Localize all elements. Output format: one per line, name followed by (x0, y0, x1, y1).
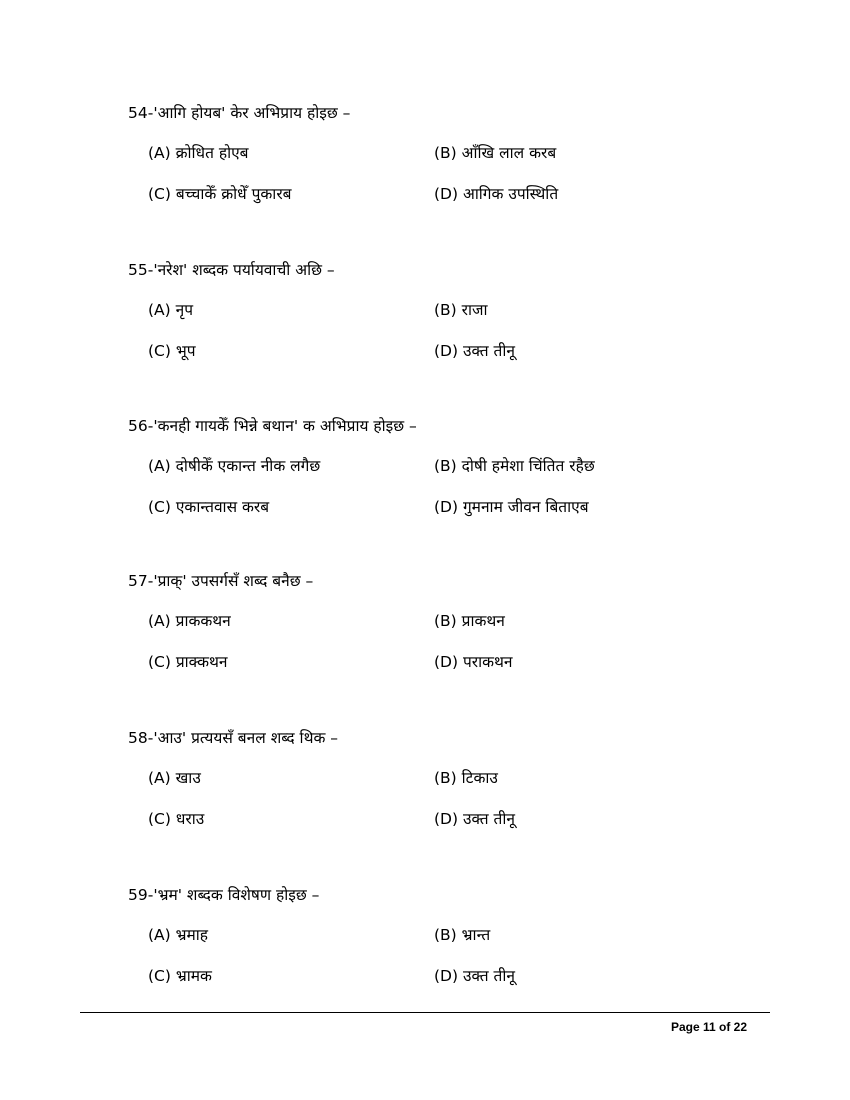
option-b: (B) भ्रान्त (434, 926, 491, 944)
page-number: Page 11 of 22 (670, 1020, 747, 1034)
option-c: (C) प्राक्कथन (148, 653, 228, 671)
question-text: 55-'नरेश' शब्दक पर्यायवाची अछि – (128, 261, 335, 279)
option-a: (A) प्राककथन (148, 612, 231, 630)
option-a: (A) दोषीकेँ एकान्त नीक लगैछ (148, 457, 321, 475)
option-a: (A) क्रोधित होएब (148, 144, 249, 162)
question-text: 56-'कनही गायकेँ भिन्ने बथान' क अभिप्राय होइछ – (128, 417, 417, 435)
option-c: (C) धराउ (148, 810, 205, 828)
option-d: (D) उक्त तीनू (434, 810, 515, 828)
option-b: (B) राजा (434, 301, 488, 319)
option-d: (D) आगिक उपस्थिति (434, 185, 559, 203)
option-b: (B) प्राकथन (434, 612, 505, 630)
option-a: (A) भ्रमाह (148, 926, 209, 944)
option-d: (D) गुमनाम जीवन बिताएब (434, 498, 589, 516)
option-a: (A) नृप (148, 301, 194, 319)
question-text: 59-'भ्रम' शब्दक विशेषण होइछ – (128, 886, 320, 904)
question-text: 54-'आगि होयब' केर अभिप्राय होइछ – (128, 104, 351, 122)
option-d: (D) उक्त तीनू (434, 967, 515, 985)
footer-divider (80, 1012, 770, 1013)
question-text: 58-'आउ' प्रत्ययसँ बनल शब्द थिक – (128, 729, 339, 747)
option-d: (D) उक्त तीनू (434, 342, 515, 360)
option-c: (C) भ्रामक (148, 967, 212, 985)
option-b: (B) टिकाउ (434, 769, 498, 787)
option-b: (B) आँखि लाल करब (434, 144, 557, 162)
option-a: (A) खाउ (148, 769, 201, 787)
option-c: (C) भूप (148, 342, 196, 360)
option-c: (C) बच्चाकेँ क्रोधेँ पुकारब (148, 185, 292, 203)
option-d: (D) पराकथन (434, 653, 513, 671)
option-c: (C) एकान्तवास करब (148, 498, 270, 516)
question-text: 57-'प्राक्' उपसर्गसँ शब्द बनैछ – (128, 572, 314, 590)
option-b: (B) दोषी हमेशा चिंतित रहैछ (434, 457, 595, 475)
